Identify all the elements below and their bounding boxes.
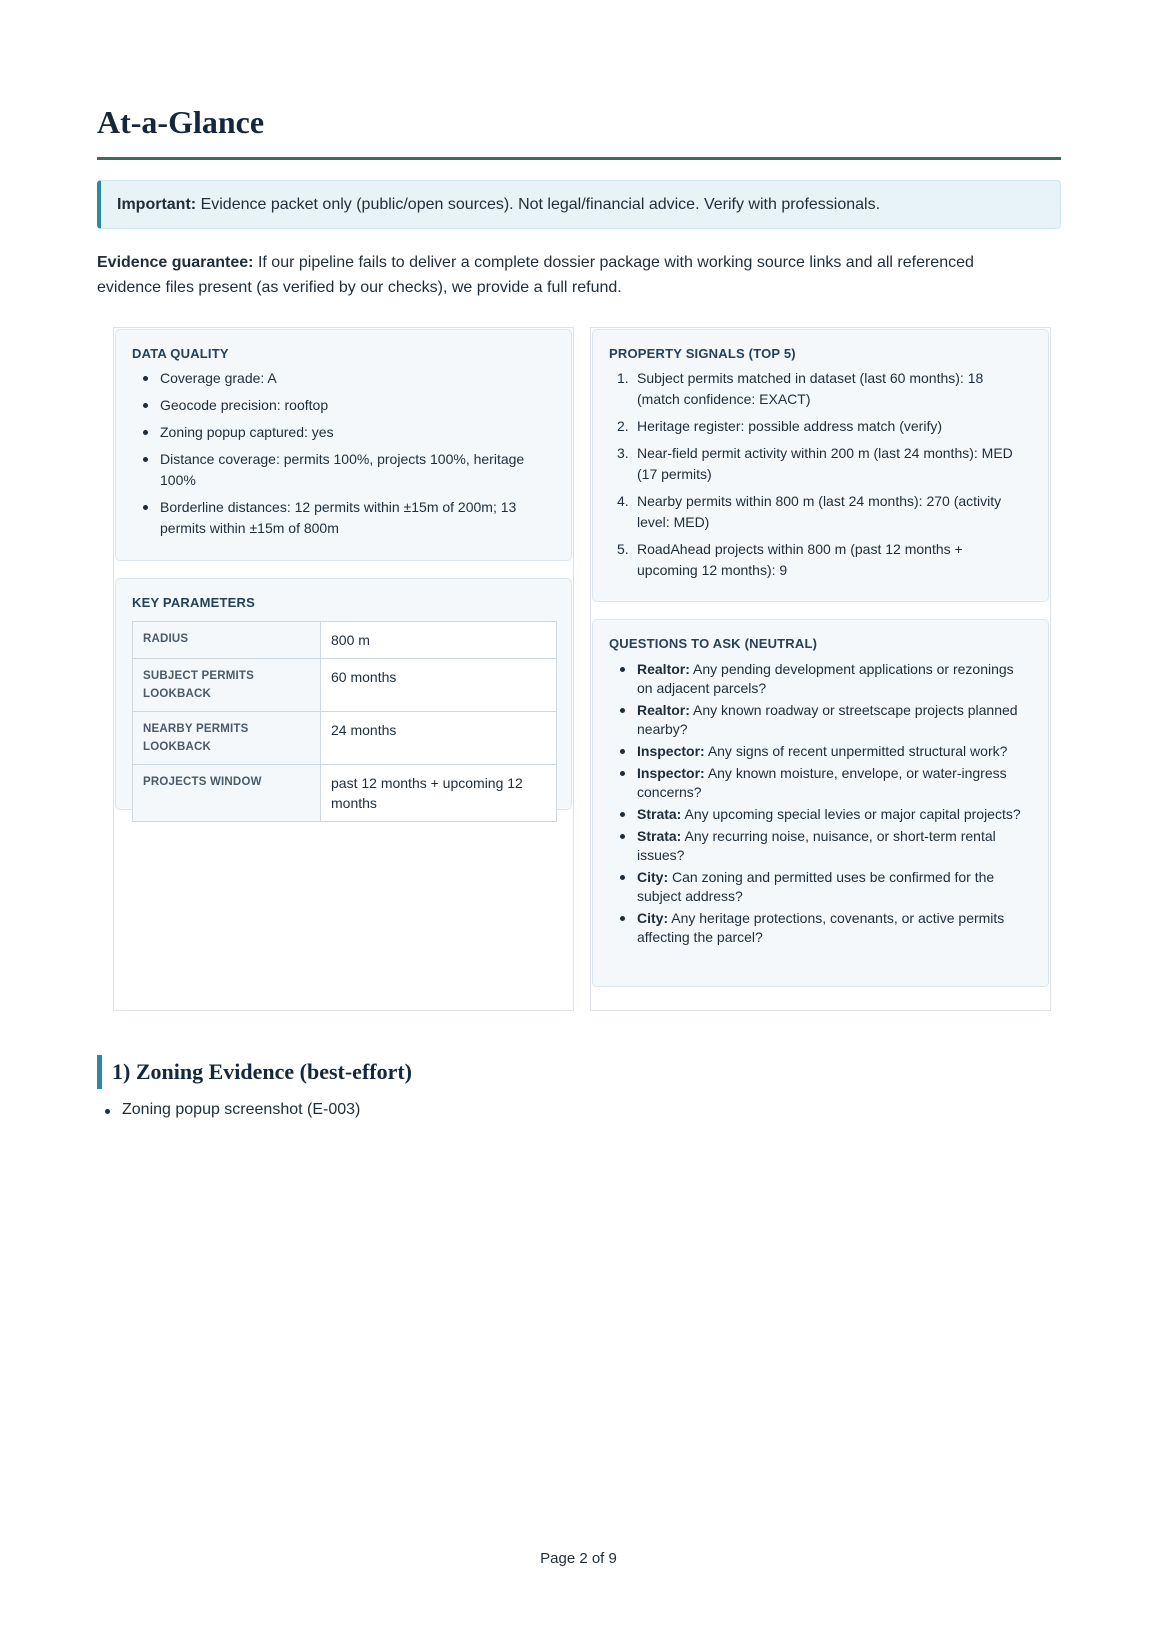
list-item: Coverage grade: A: [132, 368, 547, 389]
important-callout: [97, 180, 1061, 229]
callout-label: Important:: [117, 196, 197, 213]
questions-list: [609, 660, 1028, 950]
list-item: Inspector: Any known moisture, envelope, or water-ingress concerns?: [609, 764, 1028, 802]
property-signals-title: PROPERTY SIGNALS (TOP 5): [609, 346, 796, 361]
param-key: SUBJECT PERMITS LOOKBACK: [133, 659, 321, 712]
list-item: Geocode precision: rooftop: [132, 395, 547, 416]
data-quality-title: DATA QUALITY: [132, 346, 229, 361]
list-item: 5. RoadAhead projects within 800 m (past 12 months + upcoming 12 months): 9: [617, 541, 963, 578]
key-parameters-table: [132, 621, 557, 822]
list-item: Distance coverage: permits 100%, projects 100%, heritage 100%: [132, 449, 547, 491]
param-key: NEARBY PERMITS LOOKBACK: [133, 712, 321, 765]
guarantee-text: If our pipeline fails to deliver a complete dossier package with working source links and all referenced evidence files present (as verified by our checks), we provide a full refund.: [97, 254, 974, 296]
list-item: City: Any heritage protections, covenants, or active permits affecting the parcel?: [609, 909, 1028, 947]
list-item: Zoning popup screenshot (E-003): [97, 1101, 360, 1119]
property-signals-card: [592, 329, 1049, 602]
property-signals-list: [609, 368, 1024, 587]
questions-card: [592, 619, 1049, 987]
list-item: Borderline distances: 12 permits within ±15m of 200m; 13 permits within ±15m of 800m: [132, 497, 547, 539]
param-value: 24 months: [321, 712, 557, 765]
table-row: [133, 622, 557, 659]
param-value: 800 m: [321, 622, 557, 659]
section-heading-zoning: 1) Zoning Evidence (best-effort): [97, 1055, 412, 1089]
list-item: City: Can zoning and permitted uses be confirmed for the subject address?: [609, 868, 1028, 906]
page-title: At-a-Glance: [97, 104, 265, 140]
key-parameters-title: KEY PARAMETERS: [132, 595, 255, 610]
list-item: 2. Heritage register: possible address match (verify): [617, 418, 943, 434]
table-row: [133, 765, 557, 822]
list-item: 1. Subject permits matched in dataset (last 60 months): 18 (match confidence: EXACT): [617, 370, 984, 407]
list-item: Zoning popup captured: yes: [132, 422, 547, 443]
table-row: [133, 712, 557, 765]
zoning-evidence-list: [97, 1101, 360, 1119]
list-item: Realtor: Any pending development applications or rezonings on adjacent parcels?: [609, 660, 1028, 698]
key-parameters-card: [115, 578, 572, 810]
evidence-guarantee: [97, 250, 1027, 300]
callout-text: Evidence packet only (public/open sources). Not legal/financial advice. Verify with professionals.: [200, 196, 881, 213]
param-key: PROJECTS WINDOW: [133, 765, 321, 822]
data-quality-list: [132, 368, 547, 545]
list-item: Realtor: Any known roadway or streetscape projects planned nearby?: [609, 701, 1028, 739]
list-item: Inspector: Any signs of recent unpermitted structural work?: [609, 742, 1028, 761]
list-item: 4. Nearby permits within 800 m (last 24 months): 270 (activity level: MED): [617, 493, 1002, 530]
param-value: 60 months: [321, 659, 557, 712]
page-number: Page 2 of 9: [540, 1550, 617, 1567]
questions-title: QUESTIONS TO ASK (NEUTRAL): [609, 636, 818, 651]
list-item: Strata: Any upcoming special levies or major capital projects?: [609, 805, 1028, 824]
title-divider: [97, 157, 1061, 160]
guarantee-label: Evidence guarantee:: [97, 254, 254, 271]
data-quality-card: [115, 329, 572, 561]
right-column: [590, 327, 1051, 1011]
list-item: 3. Near-field permit activity within 200 m (last 24 months): MED (17 permits): [617, 445, 1013, 482]
param-value: past 12 months + upcoming 12 months: [321, 765, 557, 822]
left-column: [113, 327, 574, 1011]
table-row: [133, 659, 557, 712]
list-item: Strata: Any recurring noise, nuisance, or short-term rental issues?: [609, 827, 1028, 865]
param-key: RADIUS: [133, 622, 321, 659]
